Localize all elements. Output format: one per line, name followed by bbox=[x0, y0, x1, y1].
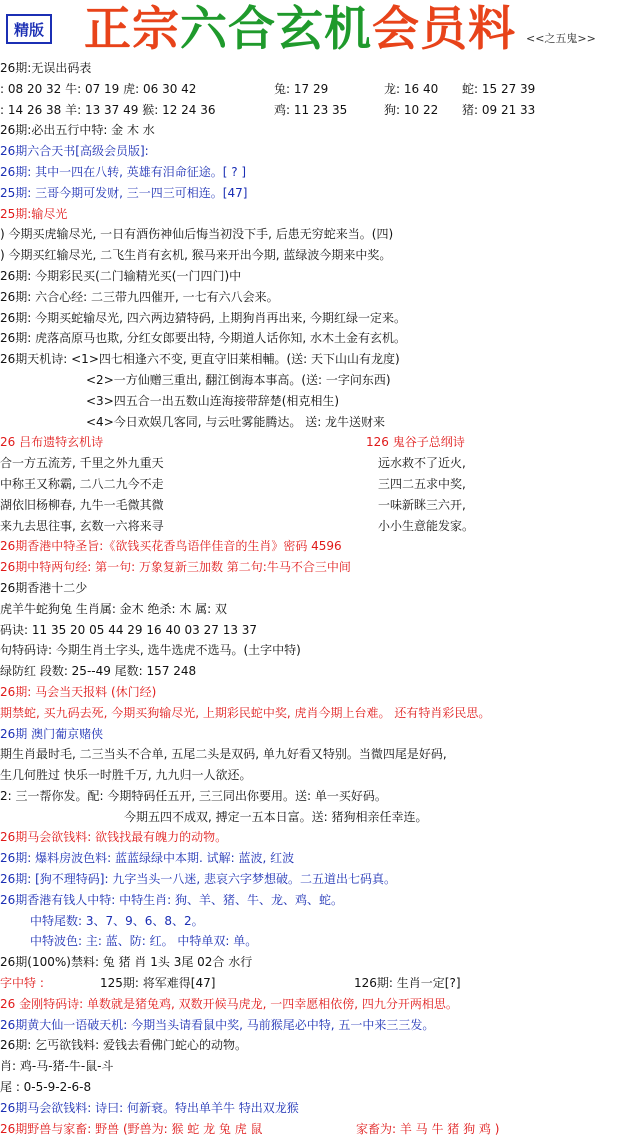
text-line bbox=[0, 1098, 621, 1119]
line-segment: 126 鬼谷子总纲诗 bbox=[366, 435, 465, 450]
text-line bbox=[0, 474, 621, 495]
text-line bbox=[0, 724, 621, 745]
line-segment: 26期: 虎落高原马也欺, 分红女郎要出特, 今期道人话你知, 水木土金有玄机。 bbox=[0, 331, 407, 346]
text-line bbox=[0, 578, 621, 599]
text-line bbox=[0, 952, 621, 973]
line-segment: 字中特 : bbox=[0, 976, 44, 991]
text-line bbox=[0, 744, 621, 765]
line-segment: <3>四五合一出五数山连海接带辞楚(相克相生) bbox=[86, 393, 340, 408]
line-segment: : 14 26 38 羊: 13 37 49 猴: 12 24 36 bbox=[0, 102, 216, 117]
text-line bbox=[0, 432, 621, 453]
page-title bbox=[84, 2, 516, 58]
text-line bbox=[0, 183, 621, 204]
line-segment: 虎羊牛蛇狗兔 生肖属: 金木 绝杀: 木 属: 双 bbox=[0, 601, 228, 616]
line-segment: : 08 20 32 牛: 07 19 虎: 06 30 42 bbox=[0, 81, 197, 96]
line-segment: 合一方五流芳, 千里之外九重天 bbox=[0, 456, 164, 471]
text-line bbox=[0, 120, 621, 141]
text-line bbox=[0, 620, 621, 641]
text-line bbox=[0, 79, 621, 100]
line-segment: 湖依旧杨柳春, 九牛一毛微其微 bbox=[0, 497, 164, 512]
line-segment: 26期: 爆料房波色料: 蓝蓝绿绿中本期. 试解: 蓝波, 红波 bbox=[0, 851, 295, 866]
text-line bbox=[0, 682, 621, 703]
line-segment: 中称王又称霸, 二八二九今不走 bbox=[0, 476, 164, 491]
text-line bbox=[0, 204, 621, 225]
line-segment: 26 吕布遗特玄机诗 bbox=[0, 435, 104, 450]
text-line bbox=[0, 100, 621, 121]
text-line bbox=[0, 640, 621, 661]
line-segment: <2>一方仙赠三重出, 翻江倒海本事高。(送: 一字问东西) bbox=[86, 372, 391, 387]
text-line bbox=[0, 599, 621, 620]
text-line bbox=[0, 308, 621, 329]
title-part-3: 玄机 bbox=[276, 2, 372, 57]
text-line bbox=[0, 848, 621, 869]
line-segment: 26期: 其中一四在八转, 英雄有泪命征途。[ ? ] bbox=[0, 164, 247, 179]
line-segment: 2: 三一帮你发。配: 今期特码任五开, 三三同出你要用。送: 单一买好码。 bbox=[0, 788, 387, 803]
line-segment: 远水救不了近火, bbox=[378, 456, 466, 471]
line-segment: ) 今期买红输尽光, 二飞生肖有玄机, 猴马来开出今期, 蓝绿波今期来中奖。 bbox=[0, 248, 392, 263]
line-segment: 26期 澳门葡京赌侠 bbox=[0, 726, 104, 741]
line-segment: 尾 : 0-5-9-2-6-8 bbox=[0, 1080, 92, 1095]
line-segment: ) 今期买虎输尽光, 一日有酒伤神仙后悔当初没下手, 后患无穷蛇来当。(四) bbox=[0, 227, 394, 242]
line-segment: 今期五四不成双, 搏定一五本日富。送: 猪狗相亲任幸连。 bbox=[124, 809, 428, 824]
line-segment: 一味新眯三六开, bbox=[378, 497, 466, 512]
text-line bbox=[0, 1035, 621, 1056]
line-segment: 126期: 生肖一定[?] bbox=[354, 976, 461, 991]
line-segment: 26期六合天书[高级会员版]: bbox=[0, 144, 149, 159]
text-line bbox=[0, 287, 621, 308]
line-segment: 26 金刚特码诗: 单数就是猪兔鸡, 双数开候马虎龙, 一四幸愿相依傍, 四九分开两相思。 bbox=[0, 996, 458, 1011]
text-line bbox=[0, 224, 621, 245]
content-lines bbox=[0, 58, 621, 1139]
text-line bbox=[0, 162, 621, 183]
line-segment: 肖: 鸡-马-猪-牛-鼠-斗 bbox=[0, 1059, 114, 1074]
line-segment: 鸡: 11 23 35 bbox=[274, 102, 348, 117]
line-segment: <4>今日欢娱几客同, 与云吐雾能腾达。 送: 龙牛送财来 bbox=[86, 414, 386, 429]
text-line bbox=[0, 807, 621, 828]
text-line bbox=[0, 994, 621, 1015]
text-line bbox=[0, 391, 621, 412]
text-line bbox=[0, 911, 621, 932]
line-segment: 龙: 16 40 bbox=[384, 81, 439, 96]
text-line bbox=[0, 536, 621, 557]
line-segment: 26期野兽与家畜: 野兽 (野兽为: 猴 蛇 龙 兔 虎 鼠 bbox=[0, 1121, 263, 1136]
line-segment: 125期: 将军难得[47] bbox=[100, 976, 216, 991]
line-segment: 26期:无误出码表 bbox=[0, 61, 92, 75]
line-segment: 期生肖最时毛, 二三当头不合单, 五尾二头是双码, 单九好看又特别。当微四尾是好码, bbox=[0, 747, 447, 762]
line-segment: 26期黄大仙一语破天机: 今期当头请看鼠中奖, 马前猴尾必中特, 五一中来三三发。 bbox=[0, 1017, 435, 1032]
text-line bbox=[0, 827, 621, 848]
text-line bbox=[0, 328, 621, 349]
text-line bbox=[0, 557, 621, 578]
header bbox=[0, 0, 621, 60]
line-segment: 26期马会欲钱料: 诗曰: 何新衰。特出单羊牛 特出双龙猴 bbox=[0, 1100, 299, 1115]
text-line bbox=[0, 58, 621, 79]
text-line bbox=[0, 931, 621, 952]
line-segment: 26期(100%)禁料: 兔 猪 肖 1头 3尾 02合 水行 bbox=[0, 955, 253, 970]
line-segment: 猪: 09 21 33 bbox=[462, 102, 536, 117]
text-line bbox=[0, 266, 621, 287]
line-segment: 26期马会欲钱料: 欲钱找最有魄力的动物。 bbox=[0, 830, 228, 845]
line-segment: 26期:必出五行中特: 金 木 水 bbox=[0, 123, 155, 138]
line-segment: 26期: 今期买蛇输尽光, 四六两边猜特码, 上期狗肖再出来, 今期红绿一定来。 bbox=[0, 310, 407, 325]
title-part-4: 会员料 bbox=[372, 2, 516, 57]
text-line bbox=[0, 1119, 621, 1139]
line-segment: 26期香港十二少 bbox=[0, 580, 88, 595]
text-line bbox=[0, 1015, 621, 1036]
line-segment: 家畜为: 羊 马 牛 猪 狗 鸡 ) bbox=[356, 1121, 500, 1136]
line-segment: 码诀: 11 35 20 05 44 29 16 40 03 27 13 37 bbox=[0, 622, 258, 637]
text-line bbox=[0, 786, 621, 807]
line-segment: 26期香港中特圣旨:《欲钱买花香鸟语伴佳音的生肖》密码 4596 bbox=[0, 539, 342, 554]
title-part-2: 六合 bbox=[180, 2, 276, 57]
line-segment: 25期: 三哥今期可发财, 三一四三可相连。[47] bbox=[0, 185, 248, 200]
line-segment: 26期中特两句经: 第一句: 万象复新三加数 第二句:牛马不合三中间 bbox=[0, 560, 351, 575]
line-segment: 期禁蛇, 买九码去死, 今期买狗输尽光, 上期彩民蛇中奖, 虎肖今期上台难。 还有特肖彩民思。 bbox=[0, 705, 491, 720]
line-segment: 26期: 马会当天报料 (休门经) bbox=[0, 684, 157, 699]
line-segment: 26期: 六合心经: 二三带九四催开, 一七有六八会来。 bbox=[0, 289, 279, 304]
text-line bbox=[0, 1056, 621, 1077]
text-line bbox=[0, 869, 621, 890]
edition-badge: 精版 bbox=[6, 14, 52, 44]
line-segment: 三四二五求中奖, bbox=[378, 476, 466, 491]
line-segment: 25期:输尽光 bbox=[0, 206, 68, 221]
line-segment: 小小生意能发家。 bbox=[378, 518, 475, 533]
text-line bbox=[0, 765, 621, 786]
text-line bbox=[0, 412, 621, 433]
text-line bbox=[0, 370, 621, 391]
line-segment: 绿防红 段数: 25--49 尾数: 157 248 bbox=[0, 664, 197, 679]
line-segment: 26期: 今期彩民买(二门输精光买(一门四门)中 bbox=[0, 268, 242, 283]
text-line bbox=[0, 495, 621, 516]
line-segment: 中特波色: 主: 蓝、防: 红。 中特单双: 单。 bbox=[30, 934, 258, 949]
line-segment: 26期: 乞丐欲钱料: 爱钱去看佛门蛇心的动物。 bbox=[0, 1038, 247, 1053]
text-line bbox=[0, 141, 621, 162]
text-line bbox=[0, 973, 621, 994]
line-segment: 生几何胜过 快乐一时胜千万, 九九归一人欲还。 bbox=[0, 768, 252, 783]
text-line bbox=[0, 703, 621, 724]
text-line bbox=[0, 245, 621, 266]
line-segment: 句特码诗: 今期生肖土字头, 选牛选虎不选马。(土字中特) bbox=[0, 643, 301, 658]
line-segment: 26期天机诗: <1>四七相逢六不变, 更直守旧莱相輔。(送: 天下山山有龙度) bbox=[0, 352, 400, 367]
line-segment: 狗: 10 22 bbox=[384, 102, 439, 117]
text-line bbox=[0, 890, 621, 911]
line-segment: 来九去思往事, 玄数一六将来寻 bbox=[0, 518, 164, 533]
text-line bbox=[0, 516, 621, 537]
line-segment: 26期: [狗不理特码]: 九字当头一八迷, 悲哀六字梦想破。二五道出七码真。 bbox=[0, 872, 396, 887]
author-signature: <<之五鬼>> bbox=[526, 32, 596, 45]
text-line bbox=[0, 661, 621, 682]
line-segment: 中特尾数: 3、7、9、6、8、2。 bbox=[30, 913, 204, 928]
text-line bbox=[0, 453, 621, 474]
text-line bbox=[0, 349, 621, 370]
line-segment: 26期香港有钱人中特: 中特生肖: 狗、羊、猪、牛、龙、鸡、蛇。 bbox=[0, 892, 343, 907]
title-part-1: 正宗 bbox=[84, 2, 180, 57]
text-line bbox=[0, 1077, 621, 1098]
line-segment: 蛇: 15 27 39 bbox=[462, 81, 536, 96]
line-segment: 兔: 17 29 bbox=[274, 81, 329, 96]
